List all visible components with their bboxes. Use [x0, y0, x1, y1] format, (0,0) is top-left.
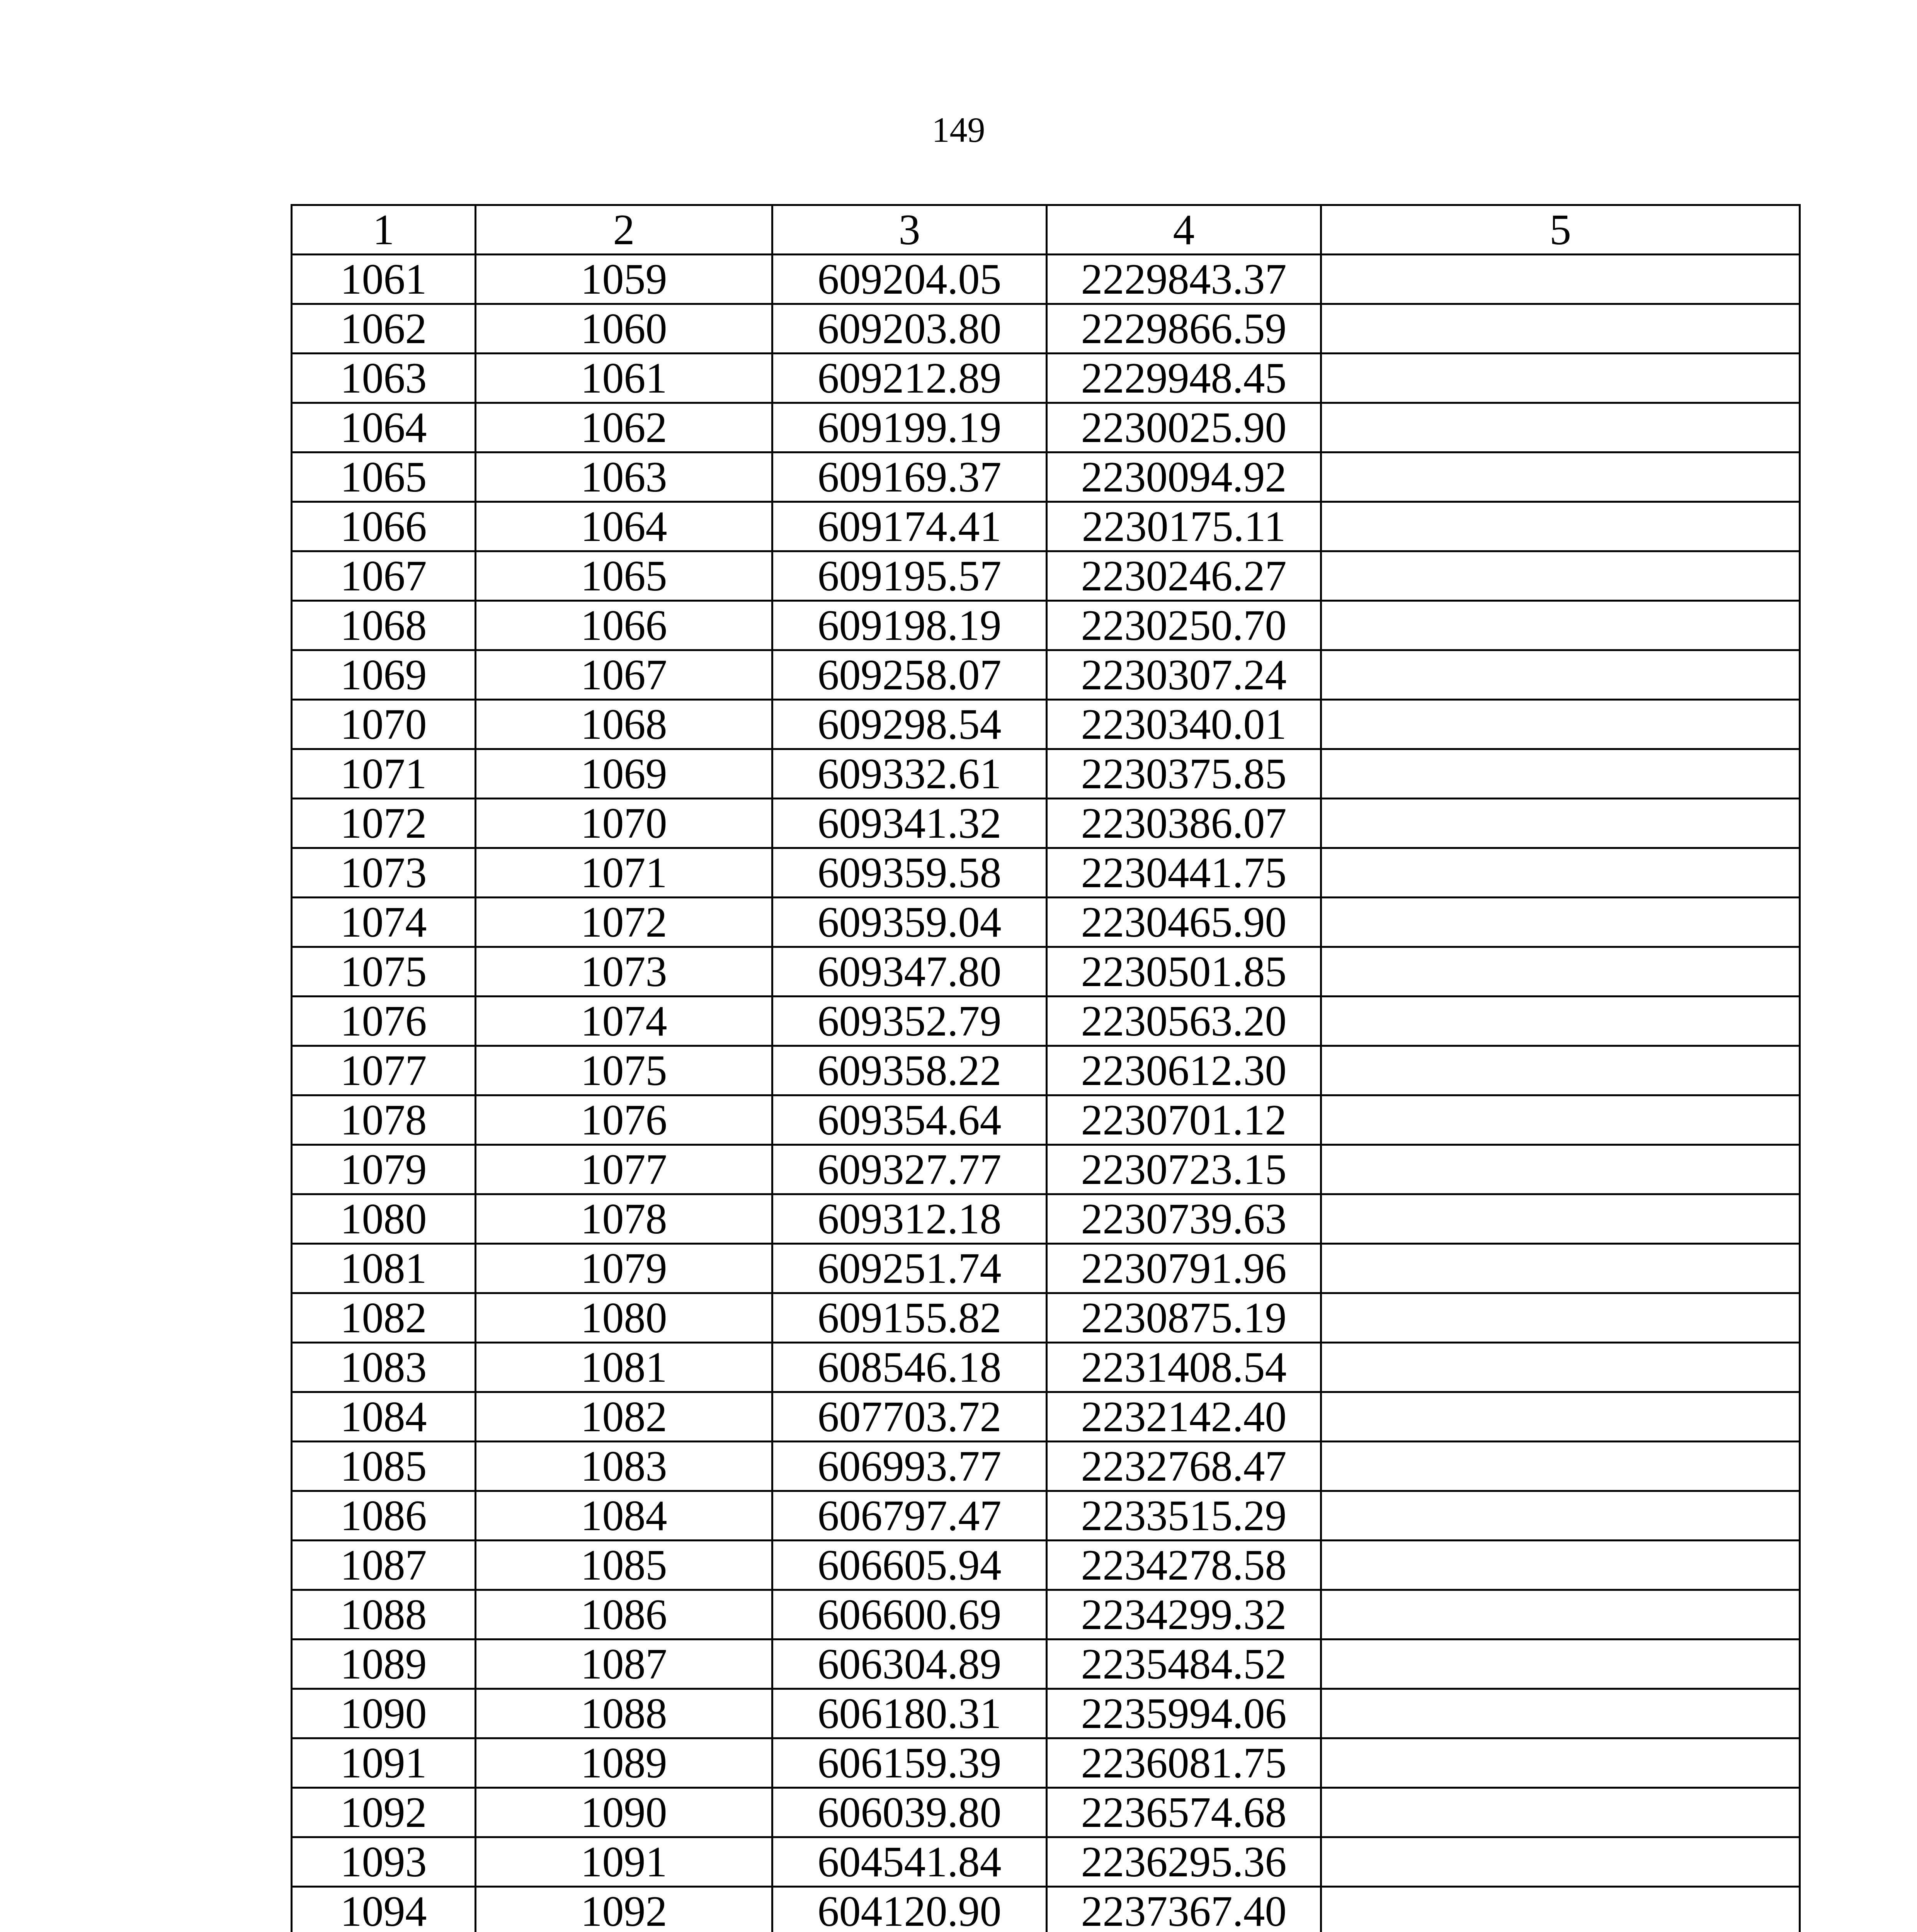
- table-row: [292, 848, 1800, 898]
- note-cell: [1321, 551, 1800, 601]
- note-cell: [1321, 848, 1800, 898]
- table-row: [292, 304, 1800, 354]
- y-coordinate-cell: 2230441.75: [1047, 848, 1321, 898]
- x-coordinate-cell: 609169.37: [772, 452, 1047, 502]
- x-coordinate-cell: 607703.72: [772, 1392, 1047, 1442]
- x-coordinate-cell: 606159.39: [772, 1738, 1047, 1788]
- y-coordinate-cell: 2230250.70: [1047, 601, 1321, 650]
- previous-point-cell: 1083: [476, 1442, 772, 1491]
- note-cell: [1321, 650, 1800, 700]
- y-coordinate-cell: 2230246.27: [1047, 551, 1321, 601]
- previous-point-cell: 1091: [476, 1837, 772, 1887]
- y-coordinate-cell: 2235994.06: [1047, 1689, 1321, 1738]
- y-coordinate-cell: 2236081.75: [1047, 1738, 1321, 1788]
- y-coordinate-cell: 2233515.29: [1047, 1491, 1321, 1541]
- note-cell: [1321, 947, 1800, 997]
- point-number-cell: 1085: [292, 1442, 476, 1491]
- x-coordinate-cell: 609251.74: [772, 1244, 1047, 1293]
- table-row: [292, 997, 1800, 1046]
- table-row: [292, 255, 1800, 304]
- point-number-cell: 1079: [292, 1145, 476, 1194]
- x-coordinate-cell: 609212.89: [772, 354, 1047, 403]
- point-number-cell: 1092: [292, 1788, 476, 1837]
- table-row: [292, 1788, 1800, 1837]
- point-number-cell: 1075: [292, 947, 476, 997]
- header-cell-1: 1: [292, 205, 476, 255]
- table-row: [292, 1343, 1800, 1392]
- note-cell: [1321, 304, 1800, 354]
- note-cell: [1321, 1095, 1800, 1145]
- y-coordinate-cell: 2230723.15: [1047, 1145, 1321, 1194]
- x-coordinate-cell: 604120.90: [772, 1887, 1047, 1932]
- note-cell: [1321, 1887, 1800, 1932]
- y-coordinate-cell: 2234278.58: [1047, 1541, 1321, 1590]
- note-cell: [1321, 1145, 1800, 1194]
- y-coordinate-cell: 2236574.68: [1047, 1788, 1321, 1837]
- x-coordinate-cell: 606993.77: [772, 1442, 1047, 1491]
- header-cell-4: 4: [1047, 205, 1321, 255]
- point-number-cell: 1062: [292, 304, 476, 354]
- point-number-cell: 1070: [292, 700, 476, 749]
- note-cell: [1321, 1046, 1800, 1095]
- x-coordinate-cell: 609358.22: [772, 1046, 1047, 1095]
- previous-point-cell: 1063: [476, 452, 772, 502]
- x-coordinate-cell: 609354.64: [772, 1095, 1047, 1145]
- note-cell: [1321, 255, 1800, 304]
- previous-point-cell: 1092: [476, 1887, 772, 1932]
- previous-point-cell: 1081: [476, 1343, 772, 1392]
- previous-point-cell: 1080: [476, 1293, 772, 1343]
- x-coordinate-cell: 609155.82: [772, 1293, 1047, 1343]
- x-coordinate-cell: 609359.04: [772, 898, 1047, 947]
- previous-point-cell: 1060: [476, 304, 772, 354]
- point-number-cell: 1072: [292, 799, 476, 848]
- y-coordinate-cell: 2230375.85: [1047, 749, 1321, 799]
- note-cell: [1321, 700, 1800, 749]
- point-number-cell: 1088: [292, 1590, 476, 1639]
- previous-point-cell: 1079: [476, 1244, 772, 1293]
- point-number-cell: 1089: [292, 1639, 476, 1689]
- note-cell: [1321, 898, 1800, 947]
- table-row: [292, 799, 1800, 848]
- note-cell: [1321, 1343, 1800, 1392]
- x-coordinate-cell: 609327.77: [772, 1145, 1047, 1194]
- table-row: [292, 1837, 1800, 1887]
- y-coordinate-cell: 2229843.37: [1047, 255, 1321, 304]
- note-cell: [1321, 354, 1800, 403]
- table-row: [292, 1194, 1800, 1244]
- note-cell: [1321, 1689, 1800, 1738]
- y-coordinate-cell: 2232768.47: [1047, 1442, 1321, 1491]
- note-cell: [1321, 1491, 1800, 1541]
- previous-point-cell: 1068: [476, 700, 772, 749]
- x-coordinate-cell: 609198.19: [772, 601, 1047, 650]
- x-coordinate-cell: 609312.18: [772, 1194, 1047, 1244]
- table-row: [292, 1541, 1800, 1590]
- y-coordinate-cell: 2230501.85: [1047, 947, 1321, 997]
- y-coordinate-cell: 2230094.92: [1047, 452, 1321, 502]
- note-cell: [1321, 1442, 1800, 1491]
- table-row: [292, 1392, 1800, 1442]
- note-cell: [1321, 799, 1800, 848]
- previous-point-cell: 1061: [476, 354, 772, 403]
- point-number-cell: 1066: [292, 502, 476, 551]
- table-row: [292, 947, 1800, 997]
- note-cell: [1321, 1194, 1800, 1244]
- point-number-cell: 1063: [292, 354, 476, 403]
- previous-point-cell: 1067: [476, 650, 772, 700]
- point-number-cell: 1064: [292, 403, 476, 452]
- point-number-cell: 1080: [292, 1194, 476, 1244]
- x-coordinate-cell: 606605.94: [772, 1541, 1047, 1590]
- point-number-cell: 1091: [292, 1738, 476, 1788]
- note-cell: [1321, 997, 1800, 1046]
- point-number-cell: 1067: [292, 551, 476, 601]
- previous-point-cell: 1076: [476, 1095, 772, 1145]
- page-number: 149: [932, 110, 985, 150]
- y-coordinate-cell: 2235484.52: [1047, 1639, 1321, 1689]
- point-number-cell: 1071: [292, 749, 476, 799]
- table-row: [292, 1442, 1800, 1491]
- header-cell-2: 2: [476, 205, 772, 255]
- x-coordinate-cell: 609347.80: [772, 947, 1047, 997]
- x-coordinate-cell: 606039.80: [772, 1788, 1047, 1837]
- x-coordinate-cell: 609195.57: [772, 551, 1047, 601]
- table-header-row: [292, 205, 1800, 255]
- y-coordinate-cell: 2230739.63: [1047, 1194, 1321, 1244]
- previous-point-cell: 1090: [476, 1788, 772, 1837]
- coordinates-table: [291, 204, 1801, 1932]
- note-cell: [1321, 1392, 1800, 1442]
- point-number-cell: 1082: [292, 1293, 476, 1343]
- y-coordinate-cell: 2229866.59: [1047, 304, 1321, 354]
- table-row: [292, 700, 1800, 749]
- point-number-cell: 1086: [292, 1491, 476, 1541]
- y-coordinate-cell: 2230175.11: [1047, 502, 1321, 551]
- point-number-cell: 1068: [292, 601, 476, 650]
- previous-point-cell: 1069: [476, 749, 772, 799]
- previous-point-cell: 1086: [476, 1590, 772, 1639]
- y-coordinate-cell: 2230791.96: [1047, 1244, 1321, 1293]
- x-coordinate-cell: 609199.19: [772, 403, 1047, 452]
- y-coordinate-cell: 2230875.19: [1047, 1293, 1321, 1343]
- note-cell: [1321, 1541, 1800, 1590]
- previous-point-cell: 1075: [476, 1046, 772, 1095]
- point-number-cell: 1074: [292, 898, 476, 947]
- table-row: [292, 1145, 1800, 1194]
- note-cell: [1321, 1738, 1800, 1788]
- y-coordinate-cell: 2230386.07: [1047, 799, 1321, 848]
- x-coordinate-cell: 608546.18: [772, 1343, 1047, 1392]
- table-row: [292, 354, 1800, 403]
- previous-point-cell: 1074: [476, 997, 772, 1046]
- point-number-cell: 1093: [292, 1837, 476, 1887]
- header-cell-5: 5: [1321, 205, 1800, 255]
- y-coordinate-cell: 2230465.90: [1047, 898, 1321, 947]
- previous-point-cell: 1071: [476, 848, 772, 898]
- point-number-cell: 1073: [292, 848, 476, 898]
- table-row: [292, 1639, 1800, 1689]
- table-row: [292, 1491, 1800, 1541]
- x-coordinate-cell: 609341.32: [772, 799, 1047, 848]
- y-coordinate-cell: 2230563.20: [1047, 997, 1321, 1046]
- point-number-cell: 1083: [292, 1343, 476, 1392]
- note-cell: [1321, 1837, 1800, 1887]
- x-coordinate-cell: 606600.69: [772, 1590, 1047, 1639]
- point-number-cell: 1090: [292, 1689, 476, 1738]
- previous-point-cell: 1088: [476, 1689, 772, 1738]
- x-coordinate-cell: 609332.61: [772, 749, 1047, 799]
- point-number-cell: 1094: [292, 1887, 476, 1932]
- note-cell: [1321, 749, 1800, 799]
- point-number-cell: 1081: [292, 1244, 476, 1293]
- x-coordinate-cell: 606180.31: [772, 1689, 1047, 1738]
- table-row: [292, 749, 1800, 799]
- x-coordinate-cell: 609352.79: [772, 997, 1047, 1046]
- table-row: [292, 403, 1800, 452]
- table-row: [292, 502, 1800, 551]
- point-number-cell: 1087: [292, 1541, 476, 1590]
- note-cell: [1321, 1639, 1800, 1689]
- previous-point-cell: 1073: [476, 947, 772, 997]
- point-number-cell: 1084: [292, 1392, 476, 1442]
- table-row: [292, 452, 1800, 502]
- point-number-cell: 1076: [292, 997, 476, 1046]
- x-coordinate-cell: 604541.84: [772, 1837, 1047, 1887]
- previous-point-cell: 1077: [476, 1145, 772, 1194]
- previous-point-cell: 1070: [476, 799, 772, 848]
- x-coordinate-cell: 606797.47: [772, 1491, 1047, 1541]
- table-row: [292, 1887, 1800, 1932]
- table-row: [292, 1095, 1800, 1145]
- x-coordinate-cell: 609203.80: [772, 304, 1047, 354]
- previous-point-cell: 1066: [476, 601, 772, 650]
- previous-point-cell: 1082: [476, 1392, 772, 1442]
- previous-point-cell: 1065: [476, 551, 772, 601]
- table-row: [292, 1244, 1800, 1293]
- y-coordinate-cell: 2234299.32: [1047, 1590, 1321, 1639]
- table-row: [292, 1046, 1800, 1095]
- y-coordinate-cell: 2230307.24: [1047, 650, 1321, 700]
- y-coordinate-cell: 2237367.40: [1047, 1887, 1321, 1932]
- point-number-cell: 1077: [292, 1046, 476, 1095]
- y-coordinate-cell: 2231408.54: [1047, 1343, 1321, 1392]
- previous-point-cell: 1064: [476, 502, 772, 551]
- x-coordinate-cell: 609204.05: [772, 255, 1047, 304]
- note-cell: [1321, 1788, 1800, 1837]
- point-number-cell: 1065: [292, 452, 476, 502]
- note-cell: [1321, 1244, 1800, 1293]
- note-cell: [1321, 502, 1800, 551]
- previous-point-cell: 1078: [476, 1194, 772, 1244]
- previous-point-cell: 1087: [476, 1639, 772, 1689]
- y-coordinate-cell: 2236295.36: [1047, 1837, 1321, 1887]
- table-row: [292, 601, 1800, 650]
- note-cell: [1321, 1590, 1800, 1639]
- table-row: [292, 1689, 1800, 1738]
- previous-point-cell: 1084: [476, 1491, 772, 1541]
- previous-point-cell: 1089: [476, 1738, 772, 1788]
- table-row: [292, 1738, 1800, 1788]
- table-row: [292, 1293, 1800, 1343]
- table-row: [292, 1590, 1800, 1639]
- previous-point-cell: 1059: [476, 255, 772, 304]
- y-coordinate-cell: 2230612.30: [1047, 1046, 1321, 1095]
- y-coordinate-cell: 2229948.45: [1047, 354, 1321, 403]
- point-number-cell: 1069: [292, 650, 476, 700]
- note-cell: [1321, 452, 1800, 502]
- y-coordinate-cell: 2230701.12: [1047, 1095, 1321, 1145]
- x-coordinate-cell: 609174.41: [772, 502, 1047, 551]
- note-cell: [1321, 403, 1800, 452]
- point-number-cell: 1061: [292, 255, 476, 304]
- point-number-cell: 1078: [292, 1095, 476, 1145]
- table-row: [292, 898, 1800, 947]
- y-coordinate-cell: 2230340.01: [1047, 700, 1321, 749]
- previous-point-cell: 1072: [476, 898, 772, 947]
- note-cell: [1321, 1293, 1800, 1343]
- y-coordinate-cell: 2232142.40: [1047, 1392, 1321, 1442]
- header-cell-3: 3: [772, 205, 1047, 255]
- table-body: [292, 255, 1800, 1932]
- previous-point-cell: 1062: [476, 403, 772, 452]
- note-cell: [1321, 601, 1800, 650]
- table-row: [292, 551, 1800, 601]
- x-coordinate-cell: 609298.54: [772, 700, 1047, 749]
- previous-point-cell: 1085: [476, 1541, 772, 1590]
- y-coordinate-cell: 2230025.90: [1047, 403, 1321, 452]
- x-coordinate-cell: 606304.89: [772, 1639, 1047, 1689]
- x-coordinate-cell: 609258.07: [772, 650, 1047, 700]
- x-coordinate-cell: 609359.58: [772, 848, 1047, 898]
- table-row: [292, 650, 1800, 700]
